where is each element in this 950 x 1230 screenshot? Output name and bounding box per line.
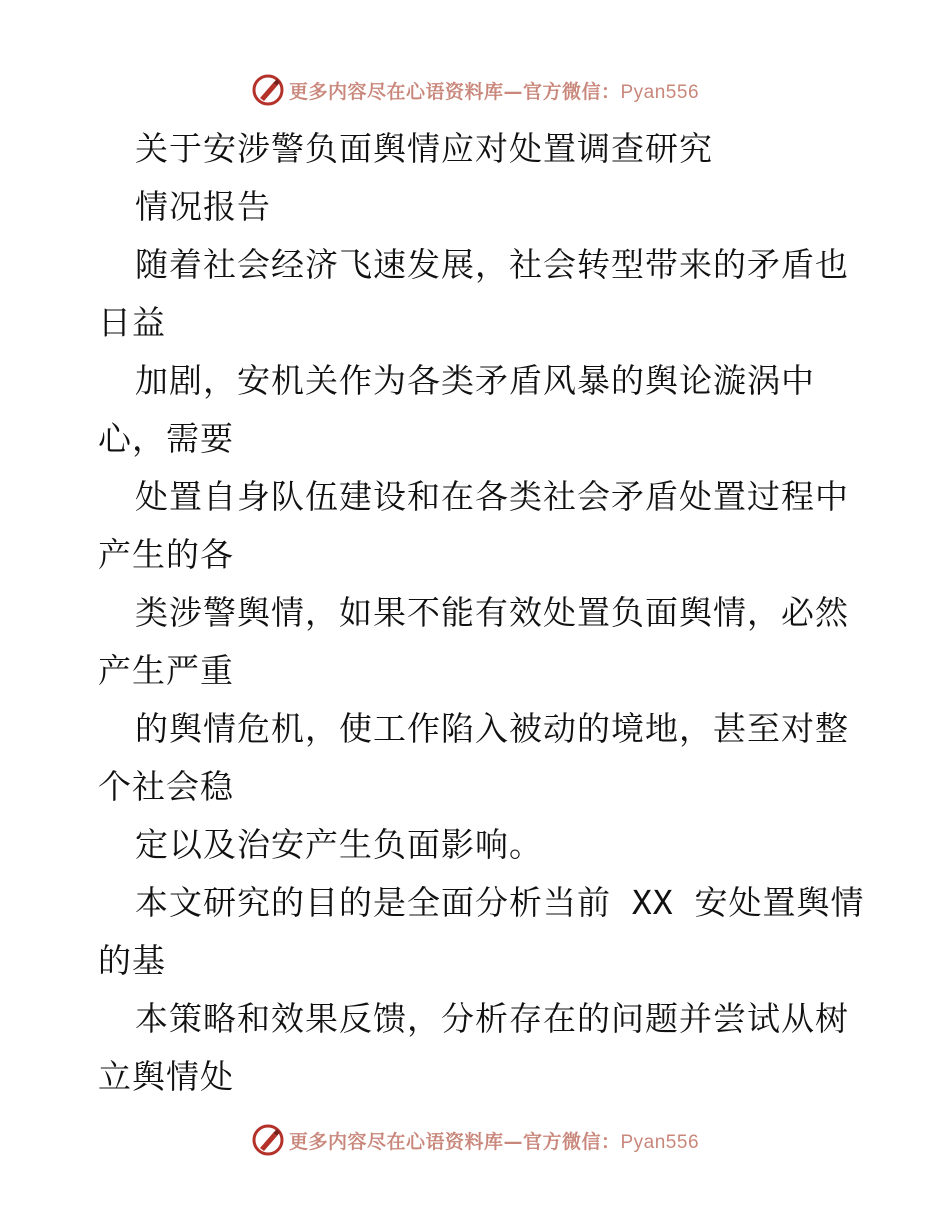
doc-line: 个社会稳 (98, 767, 234, 806)
doc-line: 日益 (98, 303, 166, 342)
doc-line: 产生的各 (98, 535, 234, 574)
doc-line: 心，需要 (98, 419, 234, 458)
doc-line: 立舆情处 (98, 1057, 234, 1096)
doc-line: 的舆情危机，使工作陷入被动的境地，甚至对整 (135, 709, 849, 748)
banner-text (289, 77, 699, 104)
pen-logo-icon (251, 1123, 285, 1157)
banner-label: 更多内容尽在心语资料库—官方微信： (288, 80, 621, 103)
doc-line: 处置自身队伍建设和在各类社会矛盾处置过程中 (135, 477, 849, 516)
doc-line: 产生严重 (98, 651, 234, 690)
header-banner (0, 70, 950, 110)
doc-line: 本策略和效果反馈，分析存在的问题并尝试从树 (135, 999, 849, 1038)
doc-title-line-2: 情况报告 (135, 187, 271, 226)
pen-logo-icon (251, 73, 285, 107)
wechat-id: Pyan556 (620, 81, 700, 103)
doc-line: 的基 (98, 941, 166, 980)
doc-title-line-1: 关于安涉警负面舆情应对处置调查研究 (135, 129, 713, 168)
doc-line: 加剧，安机关作为各类矛盾风暴的舆论漩涡中 (135, 361, 815, 400)
doc-line: 随着社会经济飞速发展，社会转型带来的矛盾也 (135, 245, 849, 284)
doc-line: 类涉警舆情，如果不能有效处置负面舆情，必然 (135, 593, 849, 632)
doc-line: 本文研究的目的是全面分析当前 XX 安处置舆情 (135, 883, 865, 922)
doc-line: 定以及治安产生负面影响。 (135, 825, 543, 864)
banner-label: 更多内容尽在心语资料库—官方微信： (288, 1130, 621, 1153)
document-body (98, 120, 865, 1106)
wechat-id: Pyan556 (620, 1131, 700, 1153)
footer-banner (0, 1120, 950, 1160)
banner-text (289, 1127, 699, 1154)
